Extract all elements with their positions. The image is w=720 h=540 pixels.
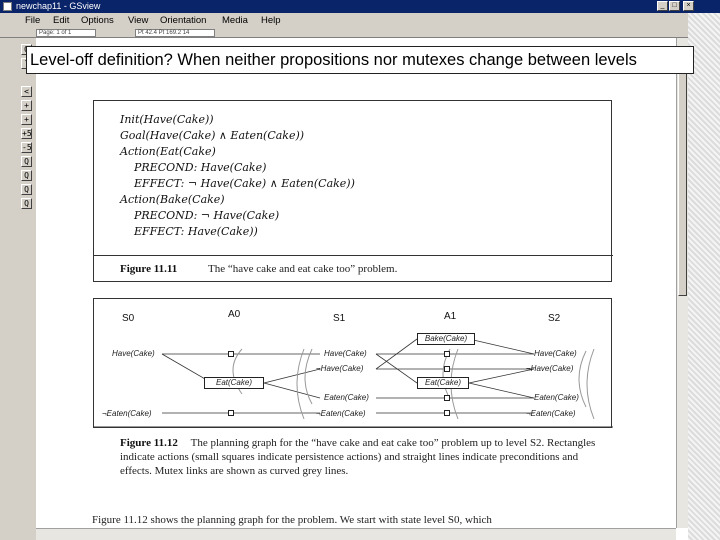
scrollbar-thumb[interactable] <box>678 46 687 296</box>
menu-bar <box>0 13 720 28</box>
prev-page-button[interactable]: < <box>21 86 32 97</box>
menu-file[interactable]: File <box>25 15 41 26</box>
menu-orientation[interactable]: Orientation <box>160 15 207 26</box>
effect-link <box>264 369 320 383</box>
level-s1: S1 <box>333 313 346 324</box>
level-s0: S0 <box>122 313 135 324</box>
literal-not-have-cake: ¬Have(Cake) <box>316 364 364 373</box>
mutex-link <box>297 349 304 419</box>
menu-options[interactable]: Options <box>81 15 114 26</box>
literal-have-cake: Have(Cake) <box>534 349 577 358</box>
mutex-link <box>579 351 586 407</box>
figure-caption: The “have cake and eat cake too” problem. <box>208 263 398 275</box>
maximize-button[interactable]: □ <box>669 1 680 11</box>
figure-caption-text: The planning graph for the “have cake and eat cake too” problem up to level S2. Rectangles indicate actions (small squares indicate persistence actions) and straight lines indicate preconditions and effects. Mutex links are shown as curved grey lines. <box>120 437 596 477</box>
zoom-icon[interactable]: Q <box>21 198 32 209</box>
literal-not-eaten-cake: ¬Eaten(Cake) <box>526 409 576 418</box>
effect-link <box>469 369 534 383</box>
figure-label: Figure 11.11 <box>120 263 178 275</box>
zoom-icon[interactable]: Q <box>21 156 32 167</box>
effect-bake-line: EFFECT: Have(Cake)) <box>134 225 258 238</box>
close-button[interactable]: × <box>683 1 694 11</box>
literal-have-cake: Have(Cake) <box>112 349 155 358</box>
figure-11-11 <box>93 100 612 282</box>
menu-media[interactable]: Media <box>222 15 248 26</box>
init-line: Init(Have(Cake)) <box>120 113 214 126</box>
figure-label: Figure 11.12 <box>120 437 178 449</box>
goal-line: Goal(Have(Cake) ∧ Eaten(Cake)) <box>120 129 305 142</box>
coordinate-field: Pt 42.4 Pt 169.2 14 <box>135 29 215 37</box>
level-s2: S2 <box>548 313 561 324</box>
persistence-action <box>444 395 450 401</box>
forward-5-button[interactable]: +5 <box>22 129 32 138</box>
side-toolbar <box>0 38 36 540</box>
horizontal-scrollbar[interactable] <box>36 528 676 540</box>
literal-not-eaten-cake: ¬Eaten(Cake) <box>316 409 366 418</box>
precondition-link <box>376 354 417 383</box>
literal-not-eaten-cake: ¬Eaten(Cake) <box>102 409 152 418</box>
menu-edit[interactable]: Edit <box>53 15 70 26</box>
menu-view[interactable]: View <box>128 15 149 26</box>
literal-have-cake: Have(Cake) <box>324 349 367 358</box>
level-a0: A0 <box>228 309 241 320</box>
literal-eaten-cake: Eaten(Cake) <box>534 393 579 402</box>
mutex-link <box>587 349 594 419</box>
page-field[interactable]: Page: 1 of 1 <box>36 29 96 37</box>
action-bake-line: Action(Bake(Cake) <box>120 193 225 206</box>
menu-help[interactable]: Help <box>261 15 281 26</box>
figure-caption <box>120 436 600 478</box>
title-bar <box>0 0 720 13</box>
app-icon <box>3 2 12 11</box>
slide-overlay-text: Level-off definition? When neither propositions nor mutexes change between levels <box>26 46 694 74</box>
minimize-button[interactable]: _ <box>657 1 668 11</box>
persistence-action <box>444 351 450 357</box>
effect-link <box>264 383 320 398</box>
action-eat-cake: Eat(Cake) <box>204 377 264 389</box>
precond-bake-line: PRECOND: ¬ Have(Cake) <box>134 209 280 222</box>
divider <box>94 255 613 256</box>
persistence-action <box>228 410 234 416</box>
back-5-button[interactable]: -5 <box>22 143 32 152</box>
window-title: newchap11 - GSview <box>16 1 101 11</box>
figure-11-12 <box>93 298 612 428</box>
level-a1: A1 <box>444 311 457 322</box>
add-button[interactable]: + <box>21 114 32 125</box>
zoom-icon[interactable]: Q <box>21 170 32 181</box>
effect-eat-line: EFFECT: ¬ Have(Cake) ∧ Eaten(Cake)) <box>134 177 355 190</box>
zoom-icon[interactable]: Q <box>21 184 32 195</box>
persistence-action <box>444 366 450 372</box>
literal-eaten-cake: Eaten(Cake) <box>324 393 369 402</box>
persistence-action <box>228 351 234 357</box>
body-text: Figure 11.12 shows the planning graph for the problem. We start with state level S0, which <box>92 514 492 526</box>
action-eat-cake: Eat(Cake) <box>417 377 469 389</box>
window-border <box>688 13 720 540</box>
action-bake-cake: Bake(Cake) <box>417 333 475 345</box>
effect-link <box>469 339 534 354</box>
persistence-action <box>444 410 450 416</box>
vertical-scrollbar[interactable] <box>676 38 688 528</box>
literal-not-have-cake: ¬Have(Cake) <box>526 364 574 373</box>
next-page-button[interactable]: + <box>21 100 32 111</box>
action-eat-line: Action(Eat(Cake) <box>120 145 216 158</box>
precond-eat-line: PRECOND: Have(Cake) <box>134 161 267 174</box>
effect-link <box>469 383 534 398</box>
toolbar <box>0 28 720 38</box>
